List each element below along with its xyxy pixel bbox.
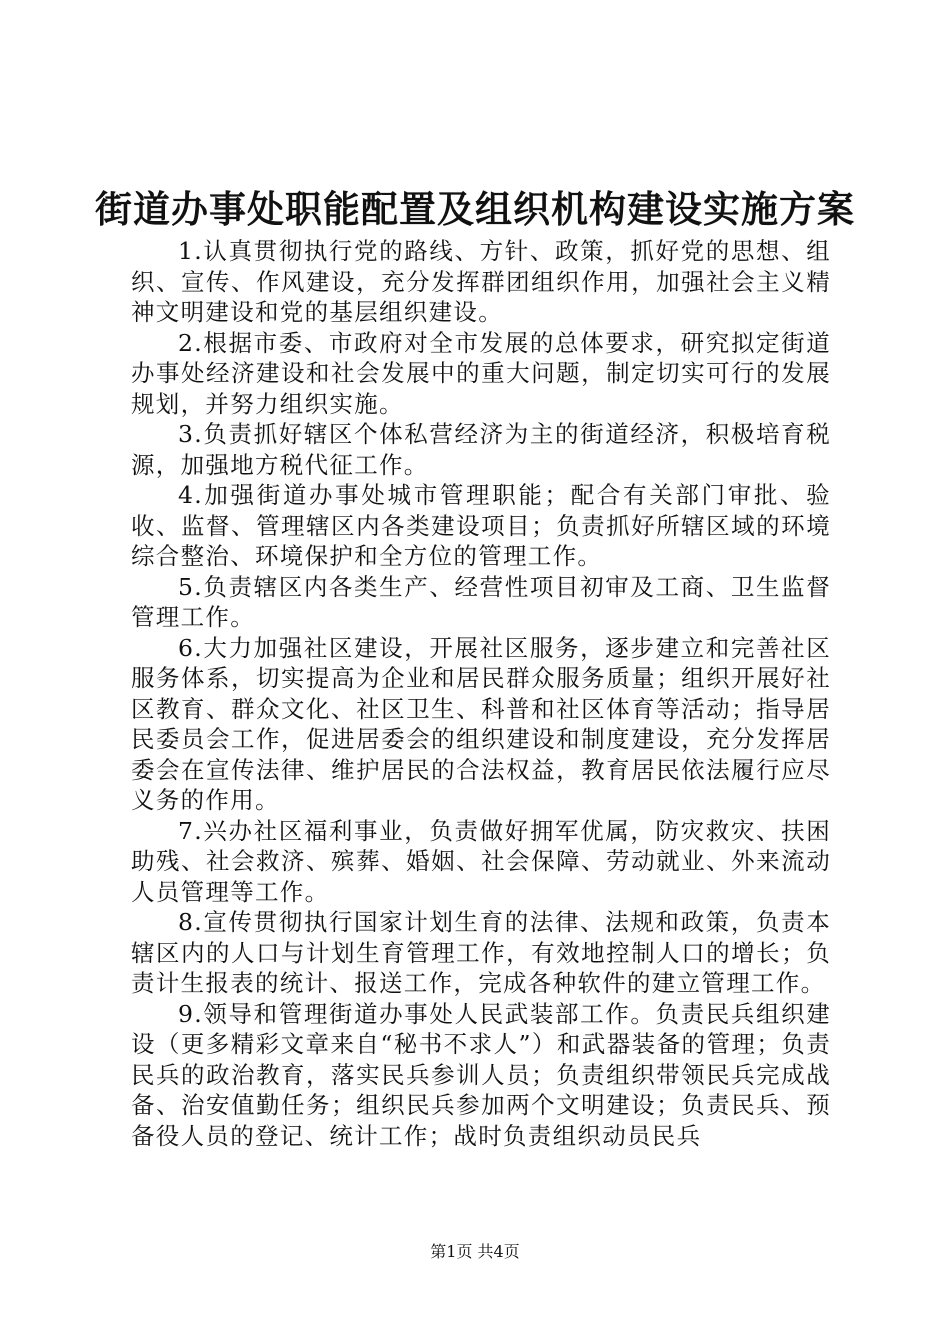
paragraph-9: 9.领导和管理街道办事处人民武装部工作。负责民兵组织建设（更多精彩文章来自“秘书不求人”）和武器装备的管理；负责民兵的政治教育，落实民兵参训人员；负责组织带领民兵完成战备、治安值勤任务；组织民兵参加两个文明建设；负责民兵、预备役人员的登记、统计工作；战时负责组织动员民兵 (131, 999, 831, 1150)
paragraph-6: 6.大力加强社区建设，开展社区服务，逐步建立和完善社区服务体系，切实提高为企业和居民群众服务质量；组织开展好社区教育、群众文化、社区卫生、科普和社区体育等活动；指导居民委员会工作，促进居委会的组织建设和制度建设，充分发挥居委会在宣传法律、维护居民的合法权益，教育居民依法履行应尽义务的作用。 (131, 633, 831, 814)
paragraph-2: 2.根据市委、市政府对全市发展的总体要求，研究拟定街道办事处经济建设和社会发展中的重大问题，制定切实可行的发展规划，并努力组织实施。 (131, 328, 831, 418)
document-body (131, 236, 831, 1151)
paragraph-1: 1.认真贯彻执行党的路线、方针、政策，抓好党的思想、组织、宣传、作风建设，充分发挥群团组织作用，加强社会主义精神文明建设和党的基层组织建设。 (131, 237, 831, 326)
page-number-footer: 第1页 共4页 (430, 1242, 520, 1261)
paragraph-3: 3.负责抓好辖区个体私营经济为主的街道经济，积极培育税源，加强地方税代征工作。 (131, 420, 831, 479)
paragraph-7: 7.兴办社区福利事业，负责做好拥军优属，防灾救灾、扶困助残、社会救济、殡葬、婚姻、社会保障、劳动就业、外来流动人员管理等工作。 (131, 816, 831, 906)
document-title: 街道办事处职能配置及组织机构建设实施方案 (95, 187, 855, 231)
paragraph-5: 5.负责辖区内各类生产、经营性项目初审及工商、卫生监督管理工作。 (131, 572, 831, 631)
paragraph-8: 8.宣传贯彻执行国家计划生育的法律、法规和政策，负责本辖区内的人口与计划生育管理工作，有效地控制人口的增长；负责计生报表的统计、报送工作，完成各种软件的建立管理工作。 (131, 908, 831, 997)
paragraph-4: 4.加强街道办事处城市管理职能；配合有关部门审批、验收、监督、管理辖区内各类建设项目；负责抓好所辖区域的环境综合整治、环境保护和全方位的管理工作。 (131, 481, 831, 570)
